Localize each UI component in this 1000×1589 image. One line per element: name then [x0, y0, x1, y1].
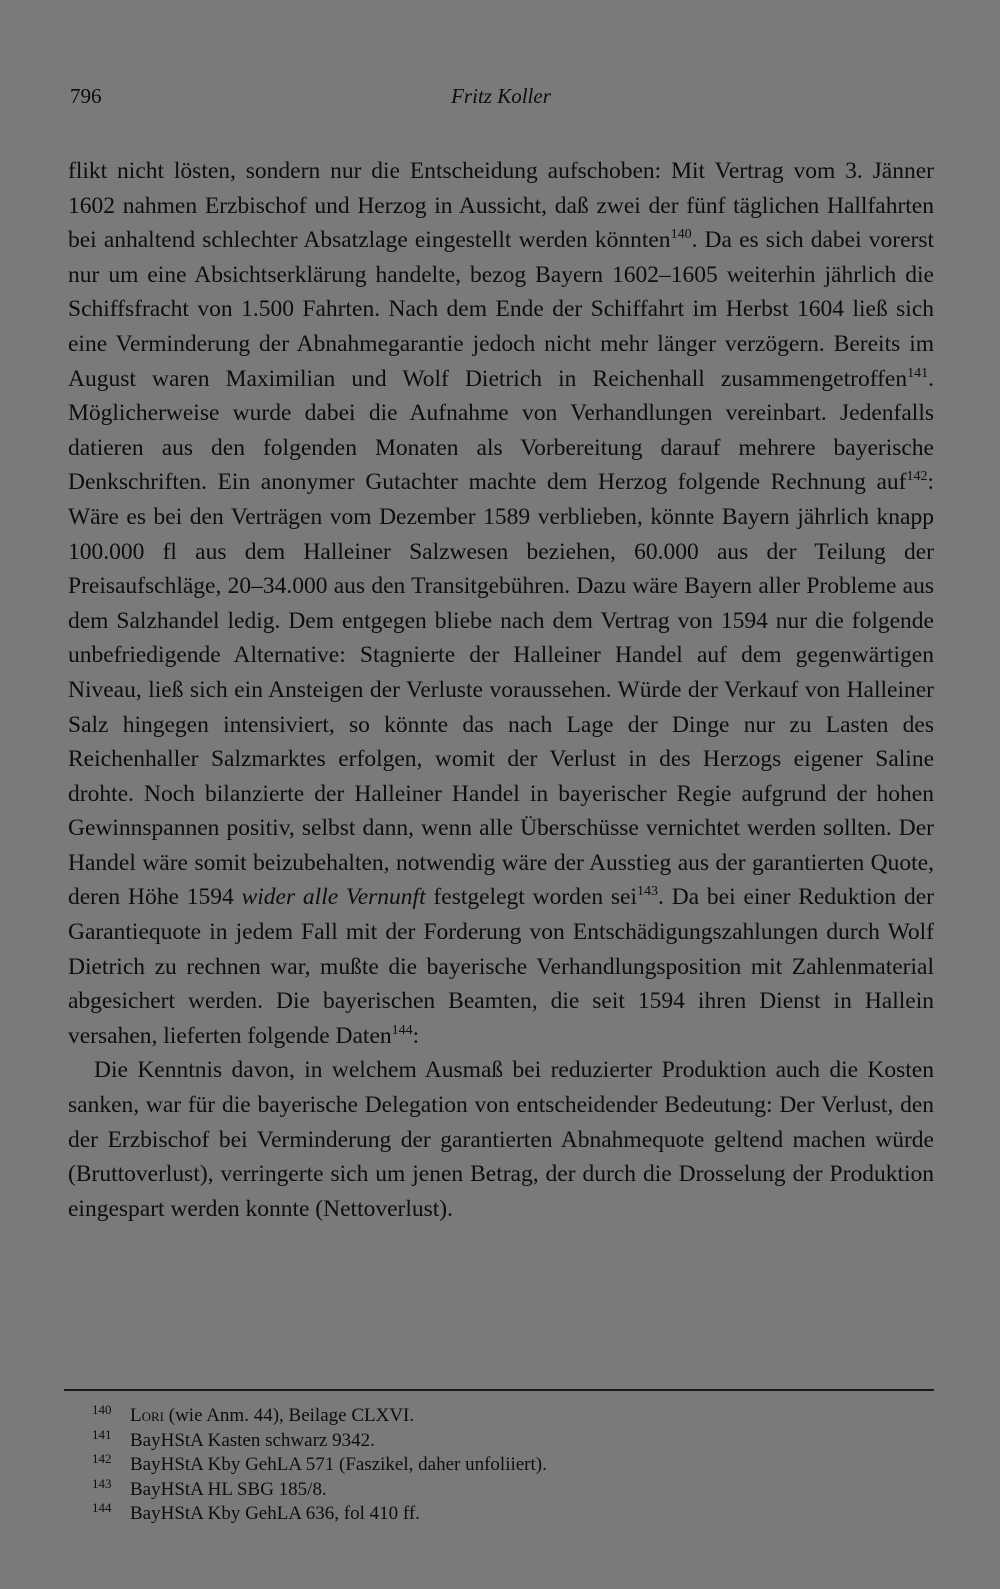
- footnote-ref-141: 141: [907, 365, 929, 381]
- footnote-ref-144: 144: [391, 1022, 413, 1038]
- text-run: . Da es sich dabei vorerst nur um eine Absichtserklärung handelte, bezog Bayern 1602–1605 weiterhin jährlich die Schiffsfracht von 1.500 Fahrten. Nach dem Ende der Schiffahrt im Herbst 1604 ließ sich eine Verminderung der Abnahmegarantie jedoch nicht mehr länger verzögern. Bereits im August waren Maximilian und Wolf Dietrich in Reichenhall zusammengetroffen: [68, 227, 934, 392]
- footnote-ref-140: 140: [670, 227, 692, 243]
- paragraph-2: Die Kenntnis davon, in welchem Ausmaß bei reduzierter Produktion auch die Kosten sanken, war für die bayerische Delegation von entscheidender Bedeutung: Der Verlust, den der Erzbischof bei Verminderung der garantierten Abnahmequote geltend machen würde (Bruttoverlust), verringerte sich um jenen Betrag, der durch die Drosselung der Produktion eingespart werden konnte (Nettoverlust).: [68, 1057, 934, 1222]
- running-head-author: Fritz Koller: [451, 84, 551, 108]
- footnote-text: (wie Anm. 44), Beilage CLXVI.: [164, 1405, 415, 1426]
- text-run: flikt nicht lösten, sondern nur die Entscheidung aufschoben: Mit Vertrag vom 3. Jänner 1602 nahmen Erzbischof und Herzog in Aussicht, daß zwei der fünf täglichen Hallfahrten bei anhaltend schlechter Absatzlage eingestellt werden könnten: [68, 158, 934, 254]
- text-run: :: [412, 1022, 420, 1049]
- footnote-141: 141 BayHStA Kasten schwarz 9342.: [92, 1426, 375, 1451]
- footnote-142: 142 BayHStA Kby GehLA 571 (Faszikel, daher unfoliiert).: [92, 1451, 547, 1475]
- footnote-140: 140 Lori (wie Anm. 44), Beilage CLXVI.: [92, 1402, 415, 1426]
- text-run: festgelegt worden sei: [425, 884, 638, 911]
- body-text: [68, 154, 934, 1226]
- text-run: . Da bei einer Reduktion der Garantiequote in jedem Fall mit der Forderung von Entschädigungszahlungen durch Wolf Dietrich zu rechnen war, mußte die bayerische Verhandlungsposition mit Zahlenmaterial abgesichert werden. Die bayerischen Beamten, die seit 1594 ihren Dienst in Hallein versahen, lieferten folgende Daten: [68, 884, 934, 1049]
- footnote-separator: [64, 1389, 934, 1391]
- footnote-author: Lori: [130, 1405, 164, 1426]
- text-run: . Möglicherweise wurde dabei die Aufnahme von Verhandlungen vereinbart. Jedenfalls datieren aus den folgenden Monaten als Vorbereitung darauf mehrere bayerische Denkschriften. Ein anonymer Gutachter machte dem Herzog folgende Rechnung auf: [68, 365, 934, 496]
- italic-quote: wider alle Vernunft: [241, 884, 426, 911]
- page-header: [68, 84, 934, 114]
- footnote-text: BayHStA Kby GehLA 636, fol 410 ff.: [130, 1503, 420, 1524]
- footnote-text: BayHStA HL SBG 185/8.: [130, 1478, 327, 1500]
- footnote-ref-143: 143: [637, 884, 659, 900]
- text-run: : Wäre es bei den Verträgen vom Dezember 1589 verblieben, könnte Bayern jährlich knapp 100.000 fl aus dem Halleiner Salzwesen beziehen, 60.000 aus der Teilung der Preisaufschläge, 20–34.000 aus den Transitgebühren. Dazu wäre Bayern aller Probleme aus dem Salzhandel ledig. Dem entgegen bliebe nach dem Vertrag von 1594 nur die folgende unbefriedigende Alternative: Stagnierte der Halleiner Handel auf dem gegenwärtigen Niveau, ließ sich ein Ansteigen der Verluste voraussehen. Würde der Verkauf von Halleiner Salz hingegen intensiviert, so könnte das nach Lage der Dinge nur zu Lasten des Reichenhaller Salzmarktes erfolgen, womit der Verlust in des Herzogs eigener Saline drohte. Noch bilanzierte der Halleiner Handel in bayerischer Regie aufgrund der hohen Gewinnspannen positiv, selbst dann, wenn alle Überschüsse vernichtet werden sollten. Der Handel wäre somit beizubehalten, notwendig wäre der Ausstieg aus der garantierten Quote, deren Höhe 1594: [68, 469, 934, 911]
- footnotes: [92, 1404, 932, 1527]
- footnote-143: 143 BayHStA HL SBG 185/8.: [92, 1475, 327, 1500]
- page-number: 796: [70, 84, 102, 108]
- footnote-144: 144 BayHStA Kby GehLA 636, fol 410 ff.: [92, 1500, 420, 1524]
- paragraph-1: [68, 154, 934, 1053]
- footnote-text: BayHStA Kby GehLA 571 (Faszikel, daher unfoliiert).: [130, 1454, 547, 1475]
- footnote-text: BayHStA Kasten schwarz 9342.: [130, 1429, 375, 1451]
- footnote-ref-142: 142: [906, 469, 928, 485]
